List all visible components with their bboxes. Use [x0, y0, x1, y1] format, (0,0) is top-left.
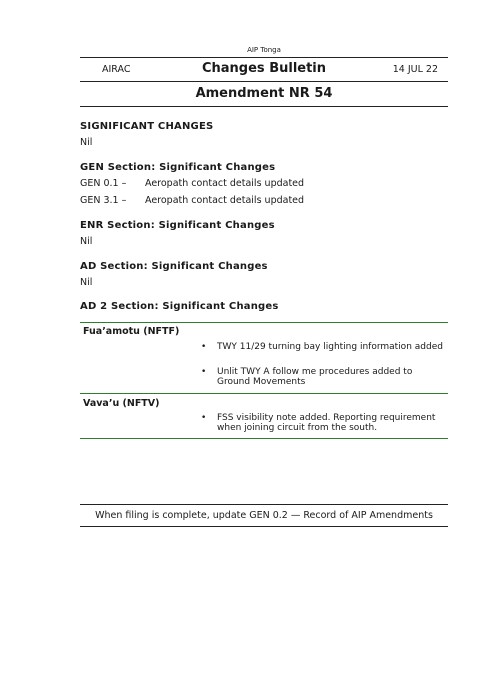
ad-section-text: Nil	[80, 277, 93, 288]
table-rule	[80, 438, 448, 439]
header-bottom-rule	[80, 106, 448, 107]
bullet: •	[201, 413, 207, 423]
gen-item-description: Aeropath contact details updated	[145, 178, 305, 189]
header-airac: AIRAC	[102, 64, 131, 75]
footer-note: When filing is complete, update GEN 0.2 — Record of AIP Amendments	[95, 510, 433, 521]
header-title: Changes Bulletin	[201, 61, 327, 76]
header-date: 14 JUL 22	[392, 64, 438, 75]
significant-changes-text: Nil	[80, 137, 93, 148]
gen-item-description: Aeropath contact details updated	[145, 195, 305, 206]
change-item: TWY 11/29 turning bay lighting information added	[217, 342, 443, 352]
significant-changes-heading: SIGNIFICANT CHANGES	[80, 121, 214, 132]
enr-section-heading: ENR Section: Significant Changes	[80, 220, 275, 231]
bullet: •	[201, 367, 207, 377]
gen-item-code: GEN 3.1 –	[80, 195, 127, 206]
gen-section-heading: GEN Section: Significant Changes	[80, 162, 276, 173]
header-top-rule	[80, 57, 448, 58]
table-rule	[80, 322, 448, 323]
ad-section-heading: AD Section: Significant Changes	[80, 261, 268, 272]
footer-top-rule	[80, 504, 448, 505]
aerodrome-name: Vava’u (NFTV)	[83, 398, 160, 409]
change-item: FSS visibility note added. Reporting requirement when joining circuit from the south.	[217, 413, 436, 433]
enr-section-text: Nil	[80, 236, 93, 247]
ad2-section-heading: AD 2 Section: Significant Changes	[80, 301, 279, 312]
bullet: •	[201, 342, 207, 352]
header-middle-rule	[80, 81, 448, 82]
gen-item-code: GEN 0.1 –	[80, 178, 127, 189]
amendment-title: Amendment NR 54	[195, 86, 333, 101]
document-caption: AIP Tonga	[247, 46, 281, 54]
footer-bottom-rule	[80, 526, 448, 527]
aerodrome-name: Fua’amotu (NFTF)	[83, 326, 180, 337]
table-rule	[80, 393, 448, 394]
change-item: Unlit TWY A follow me procedures added to Ground Movements	[217, 367, 413, 387]
